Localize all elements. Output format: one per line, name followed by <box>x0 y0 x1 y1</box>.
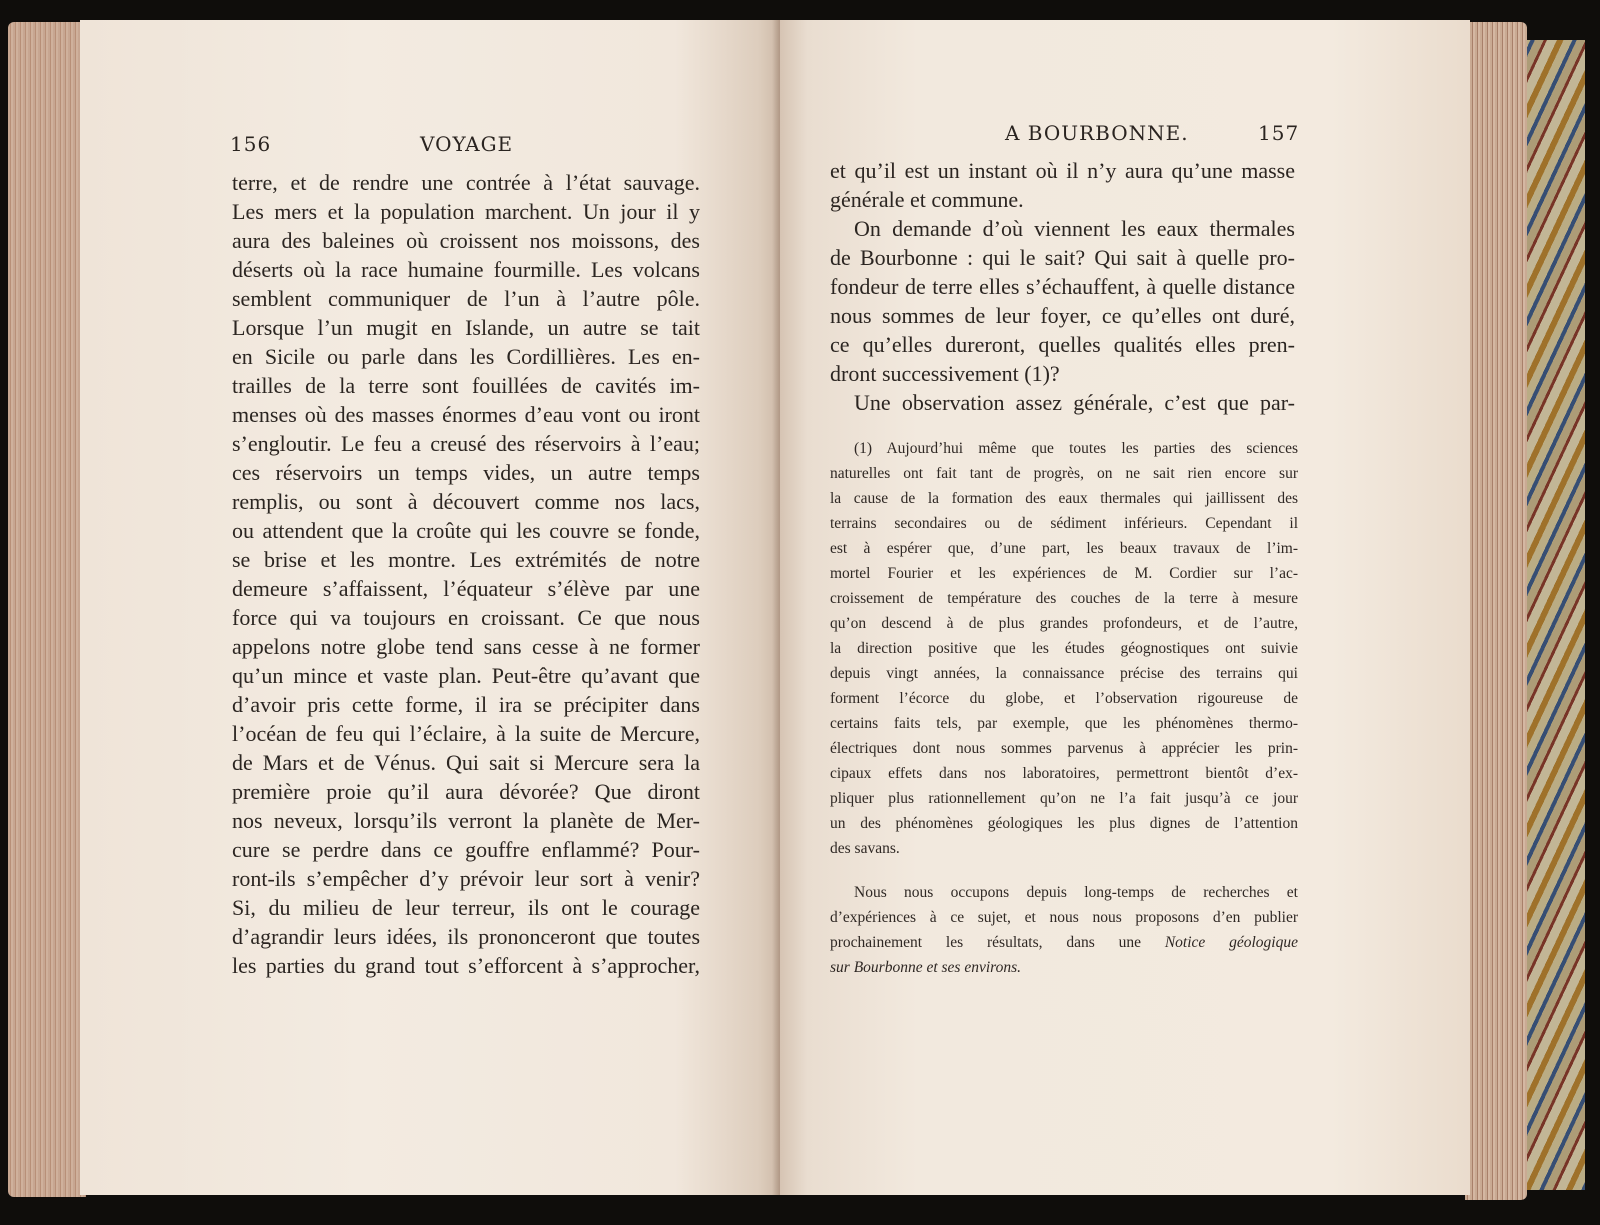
text-line: demeure s’affaissent, l’équateur s’élève par une <box>232 576 700 601</box>
left-body-text <box>232 168 700 980</box>
text-line: cure se perdre dans ce gouffre enflammé? Pour- <box>232 837 700 862</box>
footnote-line <box>830 955 1298 980</box>
text-line: déserts où la race humaine fourmille. Les volcans <box>232 257 700 282</box>
footnote-line: est à espérer que, d’une part, les beaux travaux de l’im- <box>830 540 1298 557</box>
text-line: fondeur de terre elles s’échauffent, à quelle distance <box>830 274 1295 299</box>
page-block-edge-left <box>8 22 86 1197</box>
text-line: l’océan de feu qui l’éclaire, à la suite de Mercure, <box>232 721 700 746</box>
footnote-line: croissement de température des couches de la terre à mesure <box>830 590 1298 607</box>
page-block-edge-right <box>1465 22 1527 1200</box>
footnote-italic-title-end: sur Bourbonne et ses environs. <box>830 959 1022 976</box>
text-line: dront successivement (1)? <box>830 361 1060 386</box>
text-line: Si, du milieu de leur terreur, ils ont le courage <box>232 895 700 920</box>
footnote-line: naturelles ont fait tant de progrès, on ne sait rien encore sur <box>830 465 1298 482</box>
footnote-line: un des phénomènes géologiques les plus dignes de l’attention <box>830 815 1298 832</box>
text-line: s’engloutir. Le feu a creusé des réservoirs à l’eau; <box>232 431 700 456</box>
text-line: Une observation assez générale, c’est que par- <box>854 390 1295 415</box>
footnote-line: cipaux effets dans nos laboratoires, permettront bientôt d’ex- <box>830 765 1298 782</box>
text-line: de Bourbonne : qui le sait? Qui sait à quelle pro- <box>830 245 1295 270</box>
text-line: nos neveux, lorsqu’ils verront la planète de Mer- <box>232 808 700 833</box>
footnote-line: (1) Aujourd’hui même que toutes les parties des sciences <box>854 440 1298 457</box>
text-line: appelons notre globe tend sans cesse à ne former <box>232 634 700 659</box>
text-line: Les mers et la population marchent. Un jour il y <box>232 199 700 224</box>
text-line: d’avoir pris cette forme, il ira se précipiter dans <box>232 692 700 717</box>
text-line: semblent communiquer de l’un à l’autre pôle. <box>232 286 700 311</box>
right-running-head: A BOURBONNE. <box>1005 121 1189 145</box>
footnote-line: la direction positive que les études géognostiques ont suivie <box>830 640 1298 657</box>
left-page-number: 156 <box>230 132 272 156</box>
footnote-line: certains faits tels, par exemple, que les phénomènes thermo- <box>830 715 1298 732</box>
text-line: trailles de la terre sont fouillées de cavités im- <box>232 373 700 398</box>
text-line: terre, et de rendre une contrée à l’état sauvage. <box>232 170 700 195</box>
right-page <box>780 20 1470 1195</box>
right-body-text <box>830 156 1295 417</box>
text-line: Lorsque l’un mugit en Islande, un autre se tait <box>232 315 700 340</box>
footnote-italic-title: Notice géologique <box>1164 934 1298 951</box>
footnote-line: terrains secondaires ou de sédiment inférieurs. Cependant il <box>830 515 1298 532</box>
footnote-line: Nous nous occupons depuis long-temps de recherches et <box>854 884 1298 901</box>
footnote-line: mortel Fourier et les expériences de M. Cordier sur l’ac- <box>830 565 1298 582</box>
footnote-continued <box>830 880 1298 980</box>
footnote-line: pliquer plus rationnellement qu’on ne l’a fait jusqu’à ce jour <box>830 790 1298 807</box>
left-running-head: VOYAGE <box>420 132 514 156</box>
right-page-number: 157 <box>1258 121 1300 145</box>
text-line: les parties du grand tout s’efforcent à s’approcher, <box>232 953 700 978</box>
text-line: qu’un mince et vaste plan. Peut-être qu’avant que <box>232 663 700 688</box>
text-line: ces réservoirs un temps vides, un autre temps <box>232 460 700 485</box>
text-line: se brise et les montre. Les extrémités de notre <box>232 547 700 572</box>
footnote-line: la cause de la formation des eaux thermales qui jaillissent des <box>830 490 1298 507</box>
text-line: ou attendent que la croûte qui les couvre se fonde, <box>232 518 700 543</box>
text-line: force qui va toujours en croissant. Ce que nous <box>232 605 700 630</box>
text-line: et qu’il est un instant où il n’y aura qu’une masse <box>830 158 1295 183</box>
left-page <box>80 20 780 1195</box>
text-line: d’agrandir leurs idées, ils prononceront que toutes <box>232 924 700 949</box>
text-line: menses où des masses énormes d’eau vont ou iront <box>232 402 700 427</box>
footnote-line: électriques dont nous sommes parvenus à apprécier les prin- <box>830 740 1298 757</box>
text-line: On demande d’où viennent les eaux thermales <box>854 216 1295 241</box>
footnote-line: forment l’écorce du globe, et l’observation rigoureuse de <box>830 690 1298 707</box>
text-line: en Sicile ou parle dans les Cordillières. Les en- <box>232 344 700 369</box>
text-line: première proie qu’il aura dévorée? Que diront <box>232 779 700 804</box>
text-line: aura des baleines où croissent nos moissons, des <box>232 228 700 253</box>
text-line: remplis, ou sont à découvert comme nos lacs, <box>232 489 700 514</box>
footnote-line: depuis vingt années, la connaissance précise des terrains qui <box>830 665 1298 682</box>
text-line: générale et commune. <box>830 187 1024 212</box>
footnote-line <box>830 930 1298 955</box>
footnote-line-text: prochainement les résultats, dans une <box>830 934 1141 951</box>
text-line: ront-ils s’empêcher d’y prévoir leur sort à venir? <box>232 866 700 891</box>
text-line: nous sommes de leur foyer, ce qu’elles ont duré, <box>830 303 1295 328</box>
footnote-line: des savans. <box>830 840 900 857</box>
text-line: de Mars et de Vénus. Qui sait si Mercure sera la <box>232 750 700 775</box>
footnote-line: d’expériences à ce sujet, et nous nous proposons d’en publier <box>830 909 1298 926</box>
text-line: ce qu’elles dureront, quelles qualités elles pren- <box>830 332 1295 357</box>
footnote <box>830 436 1298 861</box>
footnote-line: qu’on descend à de plus grandes profondeurs, et de l’autre, <box>830 615 1298 632</box>
